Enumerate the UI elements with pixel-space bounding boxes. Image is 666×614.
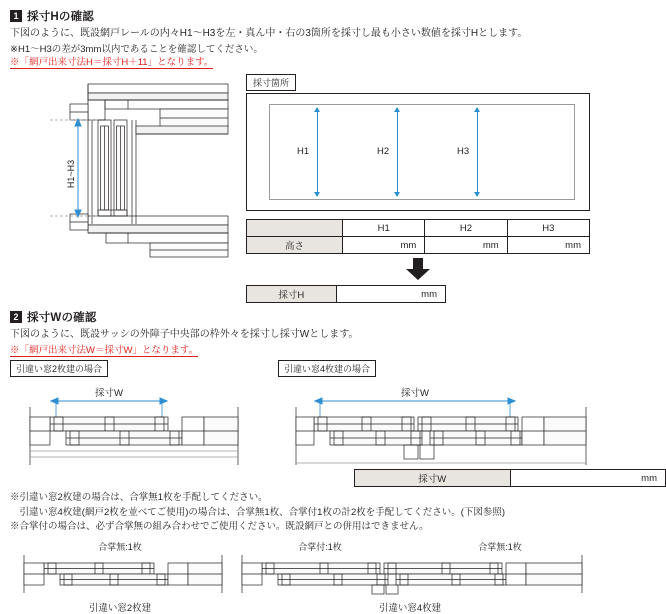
footer-2panel (10, 540, 230, 614)
w-2panel-label: 引違い窓2枚建の場合 (10, 360, 108, 377)
w-4panel-drawing (278, 377, 590, 469)
down-arrow-wrap (246, 258, 590, 283)
section-1-header (10, 8, 590, 24)
h-table-head-h2: H2 (425, 220, 507, 237)
w-result-value[interactable]: mm (510, 470, 666, 487)
table-row (247, 237, 590, 254)
footer-4panel (230, 540, 590, 614)
section-1-body (10, 74, 590, 303)
h-table-head-h1: H1 (343, 220, 425, 237)
section-2-lead: 下図のように、既設サッシの外障子中央部の枠外々を採寸し採寸Wとします。 (10, 329, 359, 341)
section-1-title: 採寸Hの確認 (27, 11, 95, 23)
footer-2panel-label: 合掌無:1枚 (98, 542, 142, 553)
h3-value-cell[interactable]: mm (507, 237, 589, 254)
section-2-note-1: ※引違い窓2枚建の場合は、合掌無1枚を手配してください。 (10, 492, 268, 504)
section-2-notes (10, 491, 590, 534)
w-2panel-dim-label: 採寸W (95, 388, 123, 400)
window-section-drawing (10, 74, 238, 262)
w-diagram-4panel (278, 360, 657, 487)
h-table-row-label: 高さ (247, 237, 343, 254)
w-4panel-dim-label: 採寸W (401, 388, 429, 400)
section-1-lead: 下図のように、既設網戸レールの内々H1～H3を左・真ん中・右の3箇所を採寸し最も小さい数値を採寸Hとします。 (10, 28, 528, 39)
h-result-label: 採寸H (247, 286, 337, 303)
h-table-corner (247, 220, 343, 237)
section-2-title: 採寸Wの確認 (27, 312, 97, 325)
h3-arrow (477, 108, 478, 196)
h-measure-table (246, 219, 590, 254)
h2-arrow-label: H2 (377, 146, 390, 158)
h-dimension-label: H1~H3 (66, 159, 76, 189)
measure-position-panel (246, 74, 590, 303)
section-2-note-2: 引違い窓4枚建(網戸2枚を並べてご使用)の場合は、合掌無1枚、合掌付1枚の計2枚を手配してください。(下図参照) (10, 506, 506, 518)
window-section-svg (10, 74, 238, 262)
section-1-note-red-wrap (10, 56, 590, 70)
measure-position-label: 採寸箇所 (246, 74, 296, 91)
measure-position-diagram (246, 93, 590, 211)
w-result-label: 採寸W (355, 470, 511, 487)
section-2-header (10, 309, 590, 325)
table-row (247, 286, 446, 303)
footer-2panel-svg (10, 553, 230, 595)
h1-value-cell[interactable]: mm (343, 237, 425, 254)
h-table-head-h3: H3 (507, 220, 589, 237)
h1-arrow (317, 108, 318, 196)
w-2panel-drawing (10, 377, 266, 469)
w-result-table (354, 469, 666, 487)
w-diagram-2panel (10, 360, 266, 487)
footer-4panel-svg (230, 553, 590, 595)
footer-4panel-label-1: 合掌付:1枚 (298, 542, 342, 553)
w-4panel-svg (278, 377, 590, 469)
down-arrow-icon (405, 258, 431, 280)
footer-2panel-label-wrap (10, 540, 230, 553)
h-result-table (246, 285, 446, 303)
w-4panel-label: 引違い窓4枚建の場合 (278, 360, 376, 377)
section-1-number: 1 (10, 10, 22, 22)
section-2 (10, 309, 657, 614)
section-2-note-red-wrap (10, 344, 590, 358)
table-row (355, 470, 666, 487)
table-header-row (247, 220, 590, 237)
section-2-note-red: ※「網戸出来寸法W＝採寸W」となります。 (10, 344, 199, 356)
section-1-note-red: ※「網戸出来寸法H＝採寸H＋11」となります。 (10, 57, 214, 69)
footer-2panel-caption: 引違い窓2枚建 (88, 603, 152, 614)
section-2-number: 2 (10, 311, 22, 323)
h2-arrow (397, 108, 398, 196)
h2-value-cell[interactable]: mm (425, 237, 507, 254)
h-result-value[interactable]: mm (336, 286, 445, 303)
window-outline (269, 104, 575, 200)
section-2-note-3: ※合掌付の場合は、必ず合掌無の組み合わせでご使用ください。既設網戸との併用はできません。 (10, 520, 429, 532)
section-1-note: ※H1～H3の差が3mm以内であることを確認してください。 (10, 43, 263, 55)
w-2panel-svg (10, 377, 238, 469)
footer-4panel-label-2: 合掌無:1枚 (478, 542, 522, 553)
footer-drawings (10, 540, 590, 614)
footer-4panel-caption: 引違い窓4枚建 (378, 603, 442, 614)
w-diagrams (10, 360, 657, 487)
h3-arrow-label: H3 (457, 146, 470, 158)
h1-arrow-label: H1 (297, 146, 310, 158)
footer-4panel-labels (230, 540, 590, 553)
